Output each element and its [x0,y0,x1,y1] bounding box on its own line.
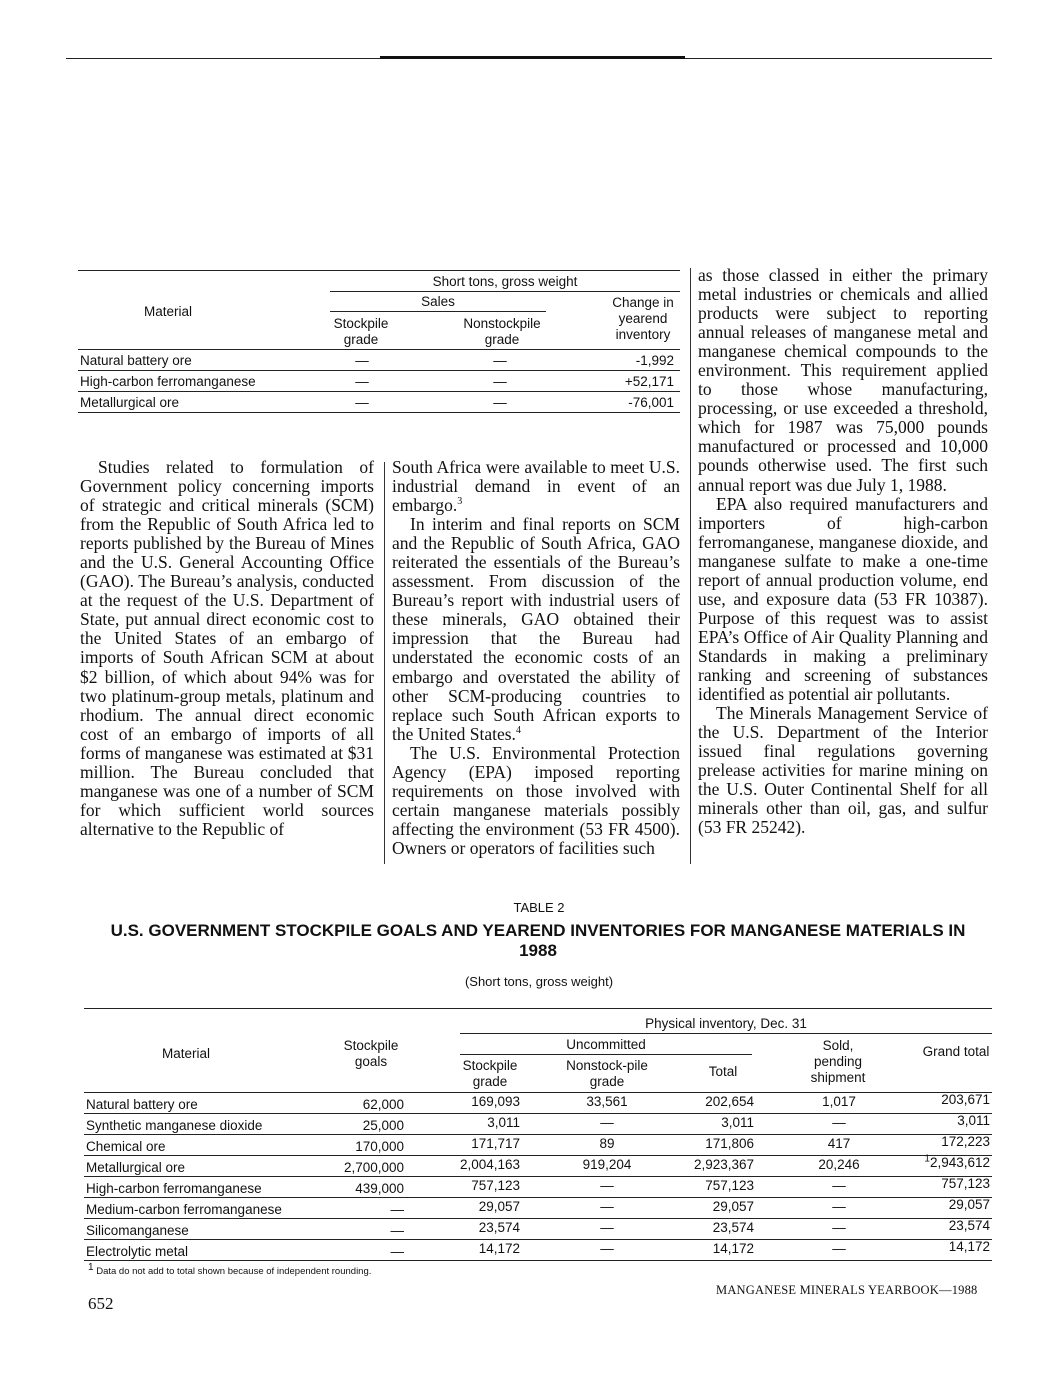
t2-row-sold: 1,017 [822,1094,856,1109]
t2-header-rule [84,1092,992,1093]
t2-row-material: Metallurgical ore [86,1160,186,1175]
t2-row-goals: — [390,1223,404,1238]
body-column-2 [392,458,680,858]
column-divider [690,268,691,864]
t2-top-rule [84,1008,992,1009]
t2-row-grand: 3,011 [957,1113,990,1128]
body-column-3 [698,266,988,837]
t2-row-rule [84,1239,992,1240]
t2-row-material: Natural battery ore [86,1097,198,1112]
t1-row-stockpile: — [355,395,369,410]
t1-col-change: Change in yearend inventory [612,295,674,342]
page-number: 652 [88,1294,114,1313]
t2-row-grand: 757,123 [941,1176,990,1191]
t2-row-nonstockpile: — [600,1199,614,1214]
t2-row-rule [84,1197,992,1198]
t1-row-nonstockpile: — [493,353,507,368]
body-paragraph: EPA also required manufacturers and importers of high-carbon ferromanganese, manganese dioxide, and manganese sulfate to make a one-time report of annual production volume, end use, and exposure data (53 FR 10387). Purpose of this request was to assist EPA’s Office of Air Quality Planning and Standards in making a preliminary ranking and screening of substances identified as potential air pollutants. [698,493,988,705]
t2-col-sold: Sold, pending shipment [810,1038,866,1085]
t2-row-stockpile: 2,004,163 [459,1157,520,1172]
t1-row-change: +52,171 [624,374,674,389]
t1-group-rule [330,291,680,292]
running-footer: MANGANESE MINERALS YEARBOOK—1988 [716,1283,978,1297]
t2-row-total: 171,806 [705,1136,754,1151]
t1-row-rule [78,370,680,371]
t2-row-nonstockpile: — [600,1241,614,1256]
t2-col-stockpile: Stockpile grade [462,1058,518,1089]
t1-row-stockpile: — [355,374,369,389]
t2-row-total: 29,057 [712,1199,754,1214]
t2-row-goals: — [390,1202,404,1217]
t1-col-material: Material [143,304,192,319]
t1-row-nonstockpile: — [493,395,507,410]
t2-row-grand: $^1$2,943,612 [924,1153,990,1170]
t1-header-group: Short tons, gross weight [432,274,578,289]
t1-sales-rule [330,311,546,312]
t2-row-nonstockpile: 89 [599,1136,615,1151]
t2-row-goals: — [390,1244,404,1259]
t2-header-physical: Physical inventory, Dec. 31 [645,1016,807,1031]
table-2-title: U.S. GOVERNMENT STOCKPILE GOALS AND YEAREND INVENTORIES FOR MANGANESE MATERIALS IN 1988 [110,921,966,960]
t2-row-stockpile: 23,574 [478,1220,520,1235]
footnote-ref: 1 [924,1153,930,1165]
t2-row-total: 757,123 [705,1178,754,1193]
t2-col-material: Material [161,1046,210,1061]
t1-col-stockpile: Stockpile grade [333,316,389,347]
t2-row-rule [84,1134,992,1135]
t2-bottom-rule [84,1260,992,1261]
t2-row-nonstockpile: — [600,1115,614,1130]
footnote-ref: 4 [515,724,521,736]
t1-row-material: Natural battery ore [80,353,192,368]
t2-row-goals: 62,000 [362,1097,404,1112]
t2-col-goals: Stockpile goals [343,1038,399,1069]
t2-row-goals: 439,000 [355,1181,404,1196]
t2-row-material: Electrolytic metal [86,1244,189,1259]
t2-row-sold: 417 [827,1136,851,1151]
t2-row-goals: 2,700,000 [343,1160,404,1175]
t2-row-sold: — [832,1199,846,1214]
t1-row-change: -76,001 [628,395,674,410]
t2-header-uncommitted: Uncommitted [566,1037,646,1052]
t2-row-total: 2,923,367 [693,1157,754,1172]
t2-row-sold: — [832,1115,846,1130]
t1-bottom-rule [78,412,680,413]
t2-row-stockpile: 29,057 [478,1199,520,1214]
table-footnote: 1 Data do not add to total shown because of independent rounding. [88,1261,372,1277]
t2-row-material: Silicomanganese [86,1223,189,1238]
t2-row-rule [84,1218,992,1219]
t1-row-material: High-carbon ferromanganese [80,374,256,389]
t2-row-nonstockpile: — [600,1178,614,1193]
t2-col-total: Total [708,1064,738,1079]
top-rule-accent [380,56,685,59]
t2-row-rule [84,1113,992,1114]
t2-row-grand: 172,223 [941,1134,990,1149]
t2-uncommitted-rule [460,1054,752,1055]
t2-row-nonstockpile: 919,204 [582,1157,632,1172]
t1-row-rule [78,391,680,392]
body-paragraph: The U.S. Environmental Protection Agency (EPA) imposed reporting requirements on those involved with certain manganese materials possibly affecting the environment (53 FR 4500). Owners or operators of facilities such [392,742,680,858]
t1-header-rule [78,349,680,350]
t2-row-sold: 20,246 [818,1157,860,1172]
t2-row-sold: — [832,1241,846,1256]
t2-row-total: 202,654 [705,1094,754,1109]
t2-col-nonstockpile: Nonstock-pile grade [566,1058,648,1089]
table-2-label: TABLE 2 [513,900,565,915]
t2-row-rule [84,1155,992,1156]
t2-row-sold: — [832,1220,846,1235]
t2-row-grand: 23,574 [948,1218,990,1233]
t2-col-grand: Grand total [922,1044,990,1059]
t1-row-nonstockpile: — [493,374,507,389]
body-paragraph: South Africa were available to meet U.S. industrial demand in event of an embargo.$^3$ [392,457,680,516]
t2-row-material: High-carbon ferromanganese [86,1181,262,1196]
t2-group-rule [460,1033,992,1034]
body-paragraph: Studies related to formulation of Government policy concerning imports of strategic and critical minerals (SCM) from the Republic of South Africa led to reports published by the Bureau of Mines and the U.S. General Accounting Office (GAO). The Bureau’s analysis, conducted at the request of the U.S. Department of State, put annual direct economic cost to the United States of an embargo of imports of South African SCM at about $2 billion, of which about 94% was for two platinum-group metals, platinum and rhodium. The annual direct economic cost of an embargo of imports of all forms of manganese was estimated at $31 million. The Bureau concluded that manganese was one of a number of SCM for which sufficient world sources alternative to the Republic of [80,457,374,839]
t2-row-stockpile: 171,717 [471,1136,520,1151]
t2-row-material: Medium-carbon ferromanganese [86,1202,282,1217]
t2-row-material: Chemical ore [86,1139,166,1154]
footnote-ref: 3 [457,496,463,508]
t2-row-total: 23,574 [712,1220,754,1235]
t1-row-change: -1,992 [635,353,674,368]
t1-row-material: Metallurgical ore [80,395,180,410]
t1-row-stockpile: — [355,353,369,368]
t2-row-grand: 203,671 [941,1092,990,1107]
body-column-1 [80,458,374,839]
t2-row-material: Synthetic manganese dioxide [86,1118,263,1133]
t1-sales-header: Sales [421,294,455,309]
body-paragraph: The Minerals Management Service of the U.S. Department of the Interior issued final regulations governing prelease activities for marine mining on the U.S. Outer Continental Shelf for all minerals other than oil, gas, and sulfur (53 FR 25242). [698,703,988,838]
body-paragraph: as those classed in either the primary metal industries or chemicals and allied products were subject to reporting annual releases of manganese metal and manganese chemical compounds to the environment. This requirement applied to those whose manufacturing, processing, or use exceeded a threshold, which for 1987 was 75,000 pounds manufactured or processed and 10,000 pounds otherwise used. The first such annual report was due July 1, 1988. [698,265,988,495]
t2-row-goals: 170,000 [355,1139,404,1154]
t2-row-stockpile: 14,172 [478,1241,520,1256]
column-divider [384,462,385,864]
t2-row-nonstockpile: — [600,1220,614,1235]
table-2-subtitle: (Short tons, gross weight) [464,974,614,989]
t2-row-stockpile: 169,093 [471,1094,520,1109]
body-paragraph: In interim and final reports on SCM and the Republic of South Africa, GAO reiterated the essentials of the Bureau’s assessment. From discussion of the Bureau’s report with industrial users of these minerals, GAO obtained their impression that the Bureau had understated the economic costs of an embargo and overstated the ability of other SCM-producing countries to replace such South African exports to the United States.$^4$ [392,514,680,744]
t2-row-total: 3,011 [721,1115,754,1130]
t2-row-sold: — [832,1178,846,1193]
t2-row-stockpile: 757,123 [471,1178,520,1193]
t2-row-total: 14,172 [712,1241,754,1256]
t2-row-goals: 25,000 [362,1118,404,1133]
t2-row-nonstockpile: 33,561 [586,1094,628,1109]
t1-col-nonstockpile: Nonstockpile grade [463,316,541,347]
t2-row-grand: 14,172 [948,1239,990,1254]
t1-top-rule [78,270,680,271]
t2-row-rule [84,1176,992,1177]
t2-row-stockpile: 3,011 [487,1115,520,1130]
t2-row-grand: 29,057 [948,1197,990,1212]
